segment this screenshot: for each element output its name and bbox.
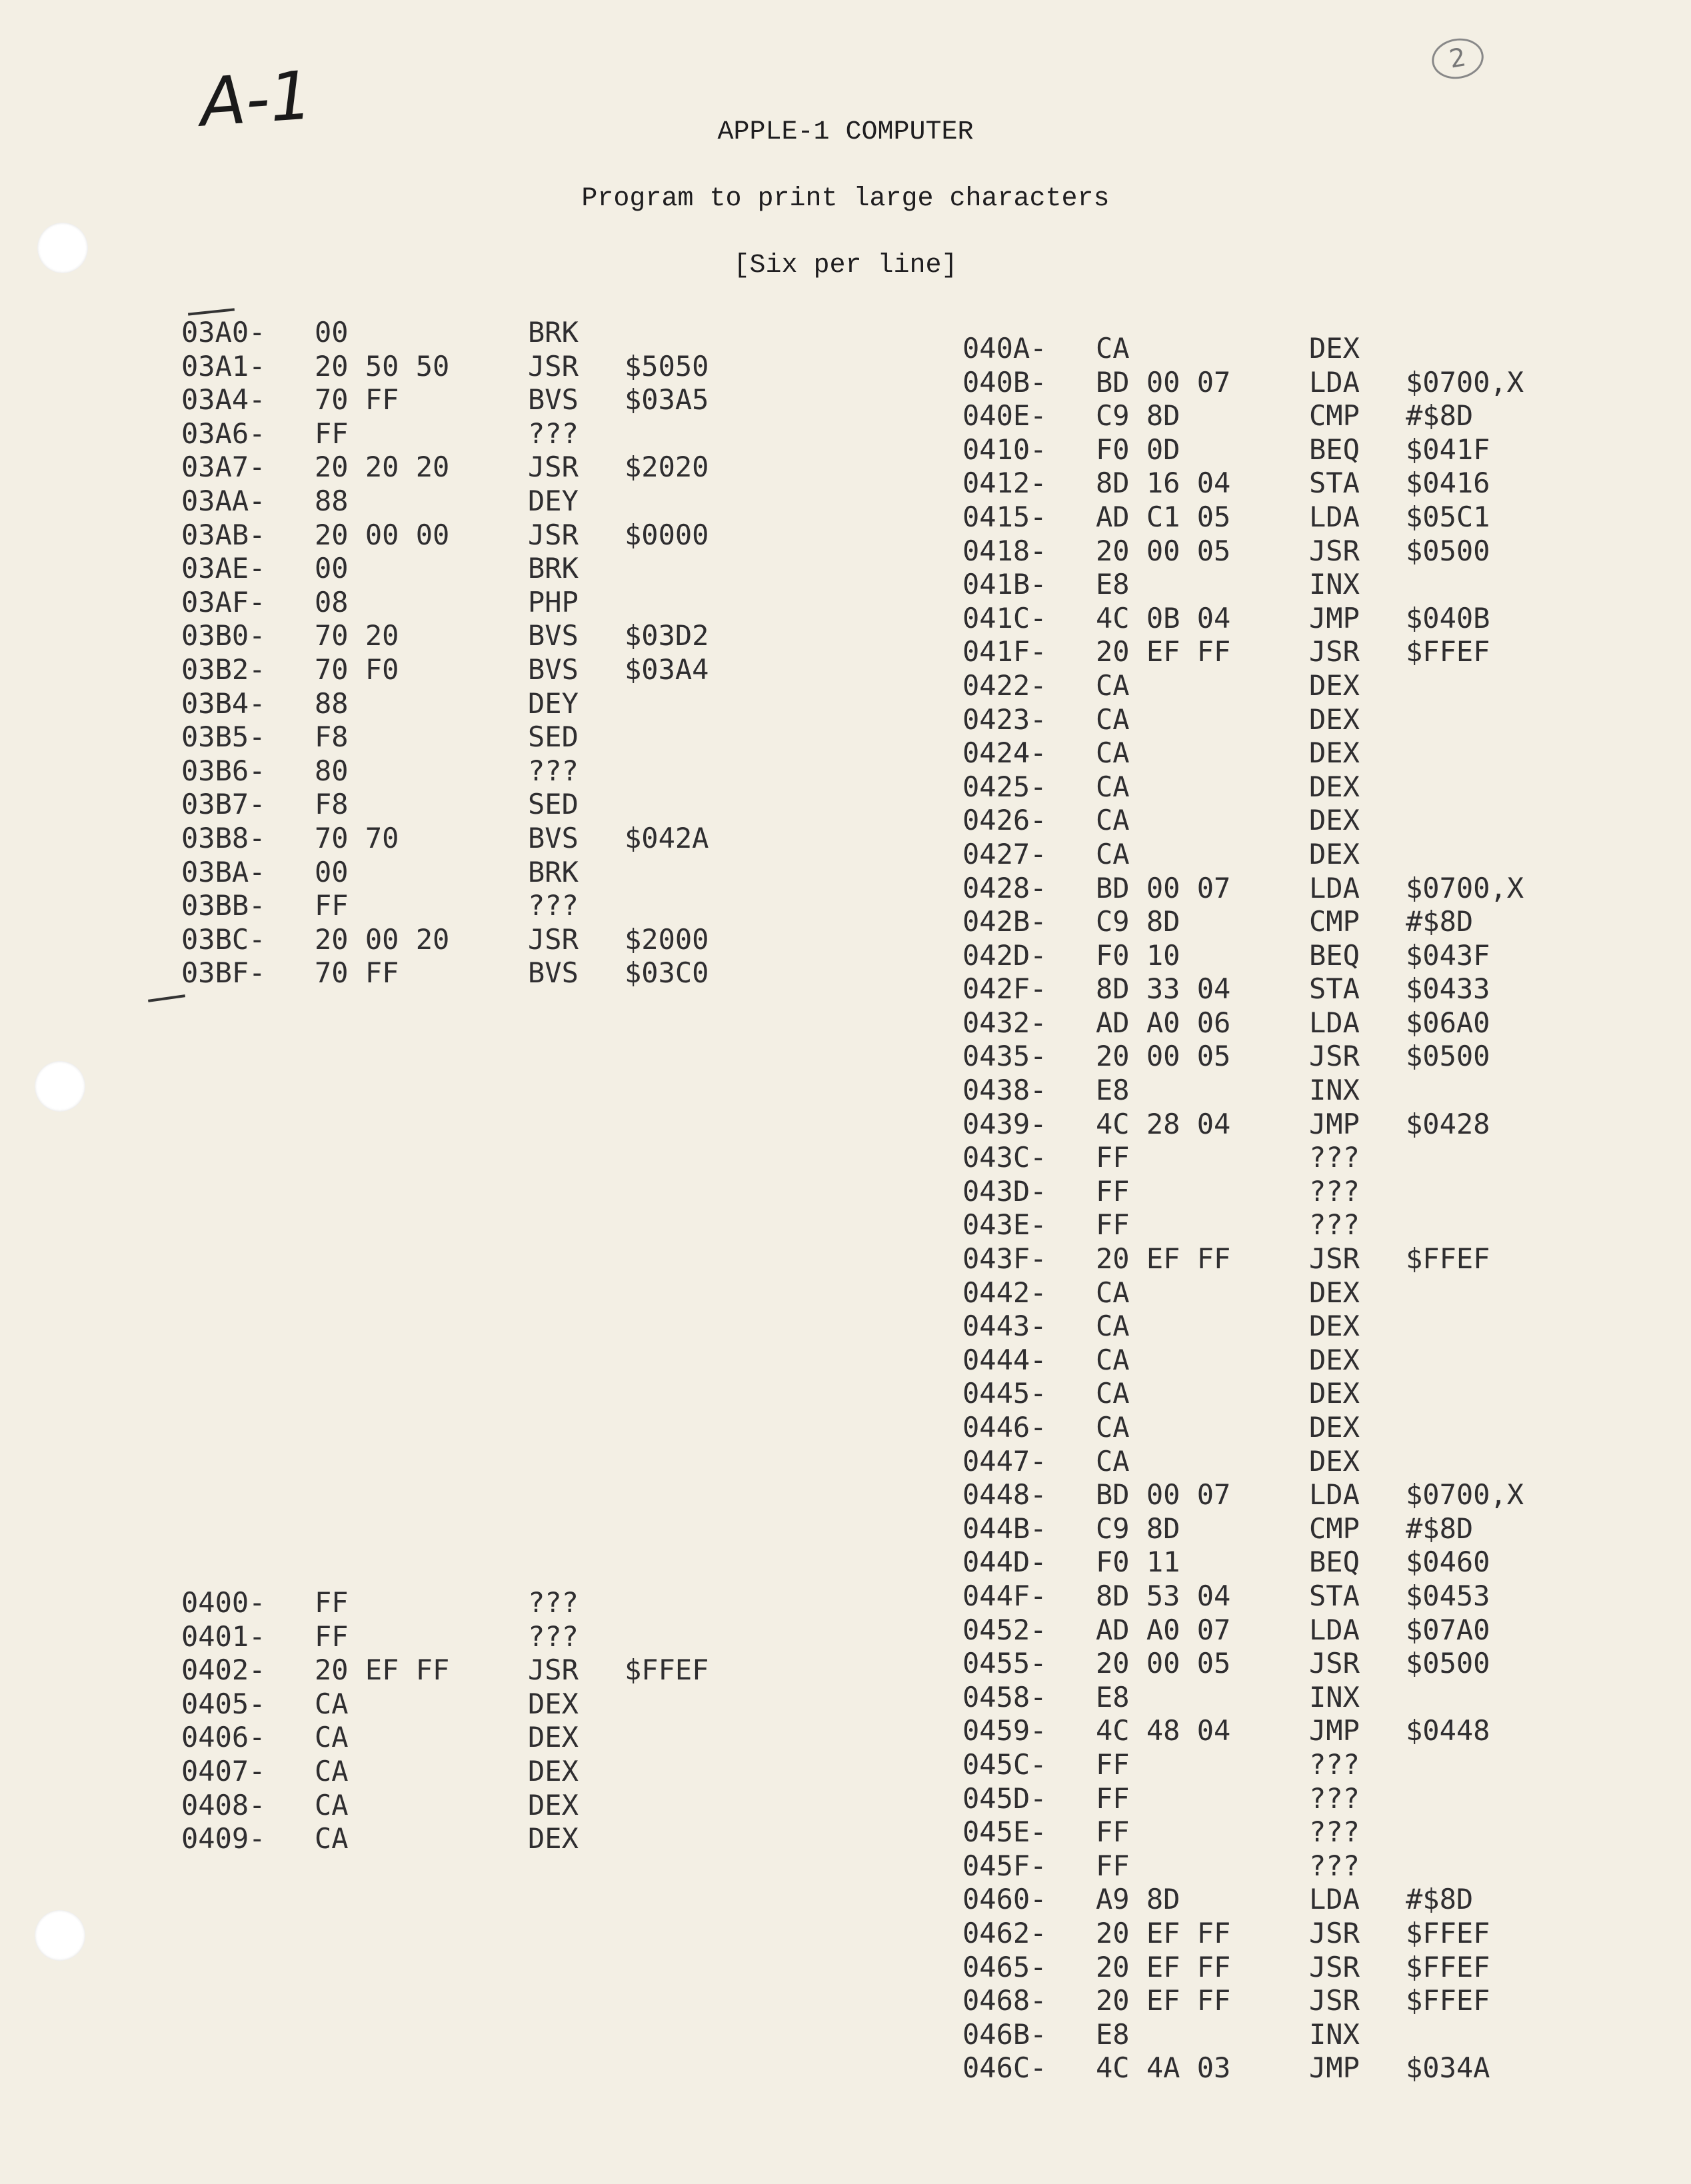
hex-bytes: 20 00 20 (315, 922, 450, 956)
mnemonic: JSR (528, 451, 579, 484)
mnemonic: INX (1309, 1680, 1360, 1713)
mnemonic: LDA (1309, 365, 1360, 399)
address: 041F- (962, 635, 1047, 668)
hex-bytes: CA (1096, 1377, 1130, 1410)
mnemonic: DEX (1309, 1343, 1360, 1376)
hex-bytes: A9 8D (1096, 1883, 1180, 1916)
operand: #$8D (1406, 399, 1474, 433)
hex-bytes: 70 FF (315, 383, 399, 417)
binder-hole (35, 1061, 85, 1112)
address: 03BF- (181, 956, 266, 990)
address: 0418- (962, 534, 1047, 567)
mnemonic: BEQ (1309, 938, 1360, 972)
hex-bytes: 20 00 05 (1096, 1040, 1231, 1073)
handwritten-label: A-1 (197, 56, 315, 142)
hex-bytes: FF (1096, 1849, 1130, 1882)
operand: $0500 (1406, 1040, 1490, 1073)
mnemonic: CMP (1309, 1512, 1360, 1545)
address: 03B8- (181, 821, 266, 854)
operand: $FFEF (625, 1653, 709, 1687)
address: 045D- (962, 1781, 1047, 1815)
address: 0422- (962, 668, 1047, 702)
mnemonic: BVS (528, 956, 579, 990)
address: 043D- (962, 1174, 1047, 1208)
hex-bytes: FF (1096, 1815, 1130, 1849)
operand: $0433 (1406, 972, 1490, 1006)
hex-bytes: 20 00 05 (1096, 534, 1231, 567)
address: 0445- (962, 1377, 1047, 1410)
hex-bytes: CA (315, 1754, 349, 1787)
address: 0447- (962, 1444, 1047, 1478)
address: 0407- (181, 1754, 266, 1787)
mnemonic: DEX (528, 1754, 579, 1787)
operand: $03A5 (625, 383, 709, 417)
hex-bytes: E8 (1096, 1074, 1130, 1107)
hex-bytes: C9 8D (1096, 905, 1180, 938)
address: 0402- (181, 1653, 266, 1687)
operand: $2020 (625, 451, 709, 484)
mnemonic: ??? (1309, 1815, 1360, 1849)
mnemonic: JSR (1309, 1040, 1360, 1073)
address: 040B- (962, 365, 1047, 399)
address: 044F- (962, 1579, 1047, 1612)
hex-bytes: 20 EF FF (315, 1653, 450, 1687)
mnemonic: JSR (1309, 534, 1360, 567)
mnemonic: BRK (528, 552, 579, 585)
mnemonic: ??? (1309, 1174, 1360, 1208)
operand: $0448 (1406, 1714, 1490, 1747)
hex-bytes: C9 8D (1096, 1512, 1180, 1545)
address: 0455- (962, 1647, 1047, 1680)
mnemonic: BEQ (1309, 433, 1360, 466)
mnemonic: LDA (1309, 871, 1360, 904)
operand: $034A (1406, 2051, 1490, 2085)
mnemonic: ??? (1309, 1747, 1360, 1781)
address: 0435- (962, 1040, 1047, 1073)
operand: $0428 (1406, 1107, 1490, 1140)
operand: $5050 (625, 349, 709, 383)
mnemonic: DEY (528, 686, 579, 720)
hex-bytes: CA (315, 1721, 349, 1754)
mnemonic: JSR (1309, 1916, 1360, 1949)
address: 03AE- (181, 552, 266, 585)
address: 046C- (962, 2051, 1047, 2085)
operand: $0700,X (1406, 365, 1524, 399)
mnemonic: STA (1309, 467, 1360, 500)
mnemonic: SED (528, 788, 579, 821)
hex-bytes: FF (1096, 1174, 1130, 1208)
address: 0468- (962, 1984, 1047, 2017)
mnemonic: INX (1309, 568, 1360, 601)
hex-bytes: BD 00 07 (1096, 871, 1231, 904)
hex-bytes: AD A0 07 (1096, 1613, 1231, 1646)
hex-bytes: E8 (1096, 1680, 1130, 1713)
operand: #$8D (1406, 905, 1474, 938)
operand: $0000 (625, 518, 709, 551)
operand: $041F (1406, 433, 1490, 466)
address: 042F- (962, 972, 1047, 1006)
address: 03A6- (181, 417, 266, 450)
hex-bytes: FF (1096, 1747, 1130, 1781)
mnemonic: DEX (528, 1822, 579, 1855)
mnemonic: DEX (528, 1721, 579, 1754)
hex-bytes: 88 (315, 484, 349, 517)
mnemonic: ??? (1309, 1141, 1360, 1174)
hex-bytes: 4C 0B 04 (1096, 601, 1231, 634)
address: 044D- (962, 1546, 1047, 1579)
address: 0401- (181, 1620, 266, 1653)
mnemonic: INX (1309, 2017, 1360, 2051)
hex-bytes: C9 8D (1096, 399, 1180, 433)
mnemonic: STA (1309, 1579, 1360, 1612)
mnemonic: ??? (1309, 1849, 1360, 1882)
hex-bytes: 20 EF FF (1096, 635, 1231, 668)
document-note: [Six per line] (733, 251, 958, 281)
hex-bytes: CA (1096, 668, 1130, 702)
mnemonic: BVS (528, 383, 579, 417)
address: 044B- (962, 1512, 1047, 1545)
hex-bytes: CA (1096, 1310, 1130, 1343)
mnemonic: JSR (1309, 1984, 1360, 2017)
hex-bytes: E8 (1096, 2017, 1130, 2051)
hex-bytes: 00 (315, 316, 349, 349)
address: 03BC- (181, 922, 266, 956)
operand: $FFEF (1406, 1950, 1490, 1983)
hex-bytes: CA (1096, 837, 1130, 870)
operand: $0500 (1406, 534, 1490, 567)
operand: $06A0 (1406, 1006, 1490, 1039)
operand: $0416 (1406, 467, 1490, 500)
operand: #$8D (1406, 1512, 1474, 1545)
mnemonic: DEX (1309, 332, 1360, 365)
address: 0465- (962, 1950, 1047, 1983)
address: 03BA- (181, 855, 266, 888)
address: 045C- (962, 1747, 1047, 1781)
address: 0426- (962, 804, 1047, 837)
hex-bytes: F0 10 (1096, 938, 1180, 972)
address: 03B4- (181, 686, 266, 720)
document-subtitle: Program to print large characters (581, 184, 1110, 214)
address: 0425- (962, 770, 1047, 803)
hex-bytes: 20 EF FF (1096, 1916, 1231, 1949)
address: 0410- (962, 433, 1047, 466)
mnemonic: DEX (1309, 1411, 1360, 1444)
hex-bytes: 70 20 (315, 619, 399, 652)
mnemonic: LDA (1309, 1006, 1360, 1039)
hex-bytes: 88 (315, 686, 349, 720)
operand: $0460 (1406, 1546, 1490, 1579)
address: 042B- (962, 905, 1047, 938)
mnemonic: JSR (1309, 1242, 1360, 1276)
hex-bytes: 20 EF FF (1096, 1242, 1231, 1276)
mnemonic: SED (528, 720, 579, 754)
mnemonic: BRK (528, 855, 579, 888)
address: 0442- (962, 1276, 1047, 1309)
hex-bytes: 20 20 20 (315, 451, 450, 484)
address: 0409- (181, 1822, 266, 1855)
address: 0459- (962, 1714, 1047, 1747)
address: 0408- (181, 1788, 266, 1821)
operand: $05C1 (1406, 500, 1490, 533)
address: 03A4- (181, 383, 266, 417)
mnemonic: BVS (528, 619, 579, 652)
operand: $0453 (1406, 1579, 1490, 1612)
hex-bytes: F8 (315, 720, 349, 754)
address: 0439- (962, 1107, 1047, 1140)
mnemonic: ??? (528, 417, 579, 450)
mnemonic: DEX (1309, 1444, 1360, 1478)
mnemonic: LDA (1309, 1478, 1360, 1512)
mnemonic: DEX (1309, 702, 1360, 736)
mnemonic: JMP (1309, 1714, 1360, 1747)
pen-mark (148, 994, 185, 1002)
address: 03A1- (181, 349, 266, 383)
mnemonic: CMP (1309, 905, 1360, 938)
mnemonic: DEX (1309, 837, 1360, 870)
mnemonic: STA (1309, 972, 1360, 1006)
mnemonic: ??? (528, 1586, 579, 1619)
hex-bytes: 8D 16 04 (1096, 467, 1231, 500)
mnemonic: BRK (528, 316, 579, 349)
operand: $0700,X (1406, 1478, 1524, 1512)
hex-bytes: F0 11 (1096, 1546, 1180, 1579)
mnemonic: DEX (1309, 1377, 1360, 1410)
mnemonic: JSR (528, 1653, 579, 1687)
operand: $0700,X (1406, 871, 1524, 904)
address: 0405- (181, 1687, 266, 1720)
hex-bytes: FF (315, 889, 349, 922)
hex-bytes: CA (1096, 736, 1130, 770)
address: 03B0- (181, 619, 266, 652)
hex-bytes: BD 00 07 (1096, 365, 1231, 399)
address: 03AB- (181, 518, 266, 551)
hex-bytes: F8 (315, 788, 349, 821)
mnemonic: ??? (528, 889, 579, 922)
mnemonic: JSR (528, 349, 579, 383)
hex-bytes: CA (1096, 1276, 1130, 1309)
address: 0412- (962, 467, 1047, 500)
address: 0446- (962, 1411, 1047, 1444)
address: 03B2- (181, 652, 266, 686)
hex-bytes: CA (1096, 702, 1130, 736)
hex-bytes: 20 00 00 (315, 518, 450, 551)
hex-bytes: FF (315, 417, 349, 450)
mnemonic: DEX (1309, 770, 1360, 803)
address: 0452- (962, 1613, 1047, 1646)
operand: $043F (1406, 938, 1490, 972)
operand: $040B (1406, 601, 1490, 634)
mnemonic: DEX (1309, 1310, 1360, 1343)
operand: $FFEF (1406, 1242, 1490, 1276)
mnemonic: ??? (1309, 1781, 1360, 1815)
hex-bytes: CA (1096, 1411, 1130, 1444)
hex-bytes: 4C 4A 03 (1096, 2051, 1231, 2085)
address: 0438- (962, 1074, 1047, 1107)
address: 042D- (962, 938, 1047, 972)
hex-bytes: CA (1096, 332, 1130, 365)
page-number: 2 (1428, 35, 1486, 83)
address: 0406- (181, 1721, 266, 1754)
address: 0458- (962, 1680, 1047, 1713)
address: 0460- (962, 1883, 1047, 1916)
mnemonic: CMP (1309, 399, 1360, 433)
hex-bytes: AD C1 05 (1096, 500, 1231, 533)
mnemonic: ??? (528, 754, 579, 787)
address: 040E- (962, 399, 1047, 433)
mnemonic: ??? (1309, 1208, 1360, 1242)
mnemonic: JMP (1309, 2051, 1360, 2085)
hex-bytes: 08 (315, 585, 349, 618)
hex-bytes: FF (1096, 1781, 1130, 1815)
address: 045F- (962, 1849, 1047, 1882)
operand: $2000 (625, 922, 709, 956)
operand: $0500 (1406, 1647, 1490, 1680)
address: 03AA- (181, 484, 266, 517)
mnemonic: DEX (1309, 1276, 1360, 1309)
address: 0448- (962, 1478, 1047, 1512)
binder-hole (35, 1910, 85, 1961)
mnemonic: JSR (1309, 635, 1360, 668)
hex-bytes: CA (315, 1788, 349, 1821)
hex-bytes: CA (1096, 804, 1130, 837)
hex-bytes: AD A0 06 (1096, 1006, 1231, 1039)
document-title: APPLE-1 COMPUTER (717, 117, 974, 147)
mnemonic: LDA (1309, 500, 1360, 533)
hex-bytes: 70 70 (315, 821, 399, 854)
mnemonic: DEX (1309, 668, 1360, 702)
hex-bytes: 4C 48 04 (1096, 1714, 1231, 1747)
mnemonic: ??? (528, 1620, 579, 1653)
operand: #$8D (1406, 1883, 1474, 1916)
mnemonic: DEX (1309, 736, 1360, 770)
address: 043E- (962, 1208, 1047, 1242)
address: 0462- (962, 1916, 1047, 1949)
mnemonic: JMP (1309, 1107, 1360, 1140)
address: 03B6- (181, 754, 266, 787)
address: 03A7- (181, 451, 266, 484)
mnemonic: JSR (1309, 1647, 1360, 1680)
hex-bytes: F0 0D (1096, 433, 1180, 466)
hex-bytes: 80 (315, 754, 349, 787)
address: 03AF- (181, 585, 266, 618)
mnemonic: JSR (528, 518, 579, 551)
mnemonic: JSR (1309, 1950, 1360, 1983)
hex-bytes: 70 F0 (315, 652, 399, 686)
mnemonic: DEX (528, 1788, 579, 1821)
address: 03B5- (181, 720, 266, 754)
operand: $FFEF (1406, 1984, 1490, 2017)
address: 03BB- (181, 889, 266, 922)
mnemonic: DEX (528, 1687, 579, 1720)
address: 040A- (962, 332, 1047, 365)
hex-bytes: CA (1096, 770, 1130, 803)
hex-bytes: 20 50 50 (315, 349, 450, 383)
hex-bytes: CA (1096, 1343, 1130, 1376)
hex-bytes: FF (1096, 1141, 1130, 1174)
address: 045E- (962, 1815, 1047, 1849)
mnemonic: LDA (1309, 1883, 1360, 1916)
hex-bytes: 00 (315, 855, 349, 888)
hex-bytes: CA (1096, 1444, 1130, 1478)
hex-bytes: 4C 28 04 (1096, 1107, 1231, 1140)
address: 03B7- (181, 788, 266, 821)
mnemonic: BVS (528, 821, 579, 854)
hex-bytes: FF (315, 1586, 349, 1619)
address: 0444- (962, 1343, 1047, 1376)
hex-bytes: 70 FF (315, 956, 399, 990)
address: 0443- (962, 1310, 1047, 1343)
operand: $FFEF (1406, 1916, 1490, 1949)
address: 0428- (962, 871, 1047, 904)
address: 043C- (962, 1141, 1047, 1174)
hex-bytes: 8D 53 04 (1096, 1579, 1231, 1612)
mnemonic: JMP (1309, 601, 1360, 634)
operand: $042A (625, 821, 709, 854)
hex-bytes: 20 EF FF (1096, 1984, 1231, 2017)
hex-bytes: CA (315, 1822, 349, 1855)
hex-bytes: BD 00 07 (1096, 1478, 1231, 1512)
mnemonic: DEX (1309, 804, 1360, 837)
hex-bytes: CA (315, 1687, 349, 1720)
address: 043F- (962, 1242, 1047, 1276)
pen-mark (188, 308, 235, 315)
hex-bytes: FF (315, 1620, 349, 1653)
address: 0427- (962, 837, 1047, 870)
address: 041C- (962, 601, 1047, 634)
hex-bytes: 20 EF FF (1096, 1950, 1231, 1983)
address: 046B- (962, 2017, 1047, 2051)
hex-bytes: 00 (315, 552, 349, 585)
hex-bytes: E8 (1096, 568, 1130, 601)
operand: $03A4 (625, 652, 709, 686)
mnemonic: BEQ (1309, 1546, 1360, 1579)
hex-bytes: 20 00 05 (1096, 1647, 1231, 1680)
address: 0400- (181, 1586, 266, 1619)
address: 0415- (962, 500, 1047, 533)
mnemonic: INX (1309, 1074, 1360, 1107)
operand: $03C0 (625, 956, 709, 990)
mnemonic: DEY (528, 484, 579, 517)
address: 0424- (962, 736, 1047, 770)
hex-bytes: 8D 33 04 (1096, 972, 1231, 1006)
address: 041B- (962, 568, 1047, 601)
operand: $FFEF (1406, 635, 1490, 668)
operand: $03D2 (625, 619, 709, 652)
mnemonic: PHP (528, 585, 579, 618)
address: 0423- (962, 702, 1047, 736)
address: 03A0- (181, 316, 266, 349)
mnemonic: LDA (1309, 1613, 1360, 1646)
hex-bytes: FF (1096, 1208, 1130, 1242)
operand: $07A0 (1406, 1613, 1490, 1646)
mnemonic: BVS (528, 652, 579, 686)
address: 0432- (962, 1006, 1047, 1039)
mnemonic: JSR (528, 922, 579, 956)
